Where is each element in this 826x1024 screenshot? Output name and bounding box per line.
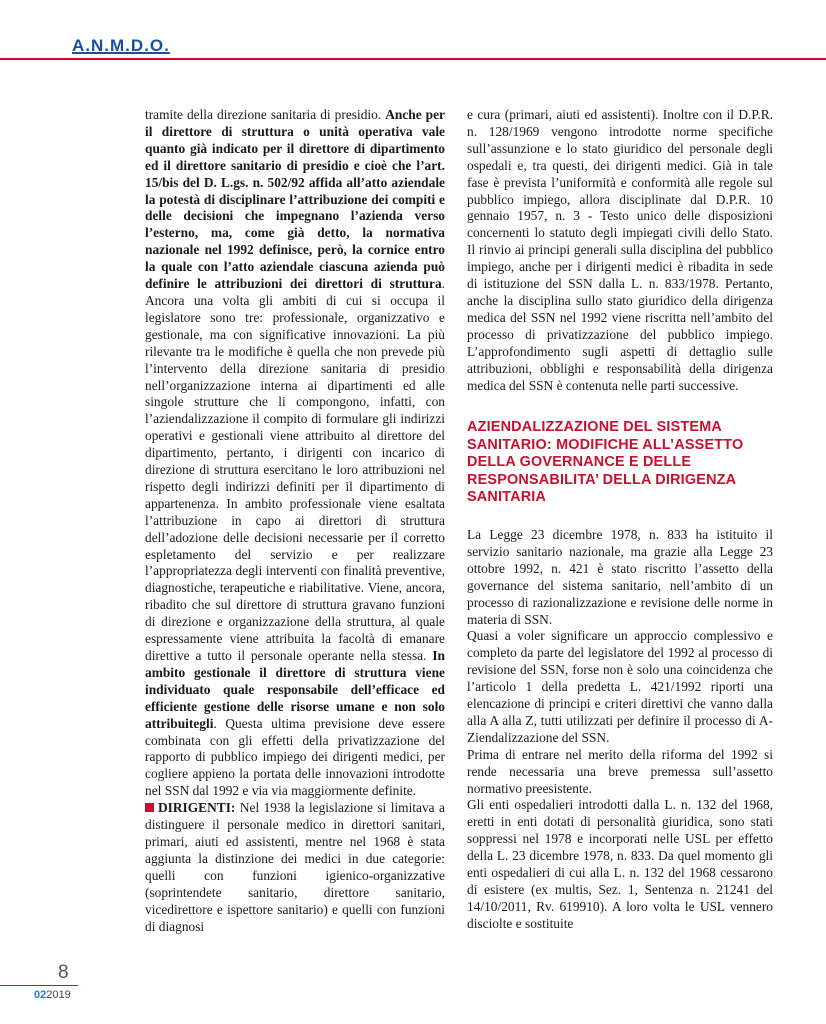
footer-divider <box>0 985 78 986</box>
issue-label <box>34 989 71 1001</box>
text-run: . Questa ultima previsione deve essere combinata con gli effetti della privatizzazione del rapporto di pubblico impiego dei dirigenti medici, per cogliere appieno la portata delle innovazioni introdotte nel SSN dal 1992 e via via maggiormente definite. <box>145 715 445 799</box>
issue-number: 02 <box>34 989 47 1001</box>
header-divider <box>0 58 826 60</box>
issue-year: 2019 <box>46 989 71 1001</box>
left-paragraph-1 <box>145 107 445 800</box>
section-heading: AZIENDALIZZAZIONE DEL SISTEMA SANITARIO: MODIFICHE ALL’ASSETTO DELLA GOVERNANCE E DELLE RESPONSABILITA’ DELLA DIRIGENZA SANITARIA <box>467 419 744 506</box>
left-column <box>145 107 445 935</box>
right-paragraph-5: Gli enti ospedalieri introdotti dalla L. n. 132 del 1968, eretti in enti dotati di personalità giuridica, sono stati soppressi nel 1978 e incorporati nelle USL per effetto della L. 23 dicembre 1978, n. 833. Da quel momento gli enti ospedalieri di cui alla L. n. 132 del 1968 cessarono di esistere (ex multis, Sez. 1, Sentenza n. 21241 del 14/10/2011, Rv. 619910). A loro volta le USL vennero disciolte e sostituite <box>467 797 773 931</box>
left-paragraph-2 <box>145 800 445 935</box>
text-run: tramite della direzione sanitaria di presidio. <box>145 107 386 122</box>
right-paragraph-4: Prima di entrare nel merito della riforma del 1992 si rende necessaria una breve premessa sull’assetto normativo preesistente. <box>467 746 773 796</box>
right-column <box>467 107 773 933</box>
right-paragraph-3: Quasi a voler significare un approccio complessivo e completo da parte del legislatore del 1992 al processo di revisione del SSN, forse non è solo una coincidenza che l’articolo 1 della predetta L. 421/1992 riporti una elencazione di principi e criteri direttivi che vanno dalla alla A alla Z, tutti utilizzati per definire il processo di A-Ziendalizzazione del SSN. <box>467 628 773 745</box>
journal-logo: A.N.M.D.O. <box>72 36 170 55</box>
page-number: 8 <box>58 962 69 983</box>
right-paragraph-1: e cura (primari, aiuti ed assistenti). Inoltre con il D.P.R. n. 128/1969 vengono introdotte norme specifiche sull’assunzione e lo stato giuridico del personale degli ospedali e, tra questi, dei dirigenti medici. Già in tale fase è prevista l’uniformità e conformità alle regole sul pubblico impiego, allora disciplinate dal D.P.R. 10 gennaio 1957, n. 3 - Testo unico delle disposizioni concernenti lo statuto degli impiegati civili dello Stato. Il rinvio ai principi generali sulla disciplina del pubblico impiego, anche per i dirigenti medici è ribadita in sede di istituzione del SSN dalla L. n. 833/1978. Pertanto, anche la disciplina sullo stato giuridico della dirigenza medica del SSN nel 1992 viene riscritta nell’ambito del processo di privatizzazione del pubblico impiego. L’approfondimento sugli aspetti di dettaglio sulle attribuzioni, obblighi e responsabilità della dirigenza medica del SSN è contenuta nelle parti successive. <box>467 107 773 393</box>
text-run: . Ancora una volta gli ambiti di cui si occupa il legislatore sono tre: professionale, organizzativo e gestionale, ma con significative innovazioni. La più rilevante tra le modifiche è quella che non prevede più l’intervento della direzione sanitaria di presidio nell’organizzazione interna ai dipartimenti ed alle singole strutture che li compongono, infatti, con l’aziendalizzazione il compito di formulare gli indirizzi operativi e gestionali viene attribuito al direttore del dipartimento, pertanto, i dirigenti con incarico di direzione di struttura esercitano le loro attribuzioni nel rispetto degli indirizzi definiti per il dipartimento di appartenenza. In ambito professionale viene esaltata l’attribuzione in capo ai direttori di struttura dell’adozione delle decisioni necessarie per il corretto espletamento del servizio e per realizzare l’appropriatezza degli interventi con finalità preventive, diagnostiche, terapeutiche e riabilitative. Viene, ancora, ribadito che sul direttore di struttura gravano funzioni di direzione e organizzazione della struttura, al quale espressamente viene attribuita la facoltà di emanare direttive a tutto il personale operante nella stessa. <box>145 276 445 663</box>
bold-text-run: Anche per il direttore di struttura o unità operativa vale quanto già indicato per il direttore di dipartimento ed il direttore sanitario di presidio e cioè che l’art. 15/bis del D. L.gs. n. 502/92 affida all’atto aziendale la potestà di disciplinare l’attribuzione dei compiti e delle decisioni che impegnano l’azienda verso l’esterno, ma, come già detto, la normativa nazionale nel 1992 definisce, però, la cornice entro la quale con l’atto aziendale ciascuna azienda può definire le attribuzioni dei direttori di struttura <box>145 107 445 292</box>
bullet-square-icon <box>145 803 154 812</box>
text-run: Nel 1938 la legislazione si limitava a distinguere il personale medico in direttori sanitari, primari, aiuti ed assistenti, mentre nel 1968 è stata aggiunta la distinzione dei medici in due categorie: quelli con funzioni igienico-organizzative (soprintendete sanitario, direttore sanitario, vicedirettore e ispettore sanitario) e quelli con funzioni di diagnosi <box>145 800 445 934</box>
section-label: DIRIGENTI: <box>158 800 236 816</box>
bold-text-run: In ambito gestionale il direttore di struttura viene individuato quale responsabile dell’efficace ed efficiente gestione delle risorse umane e non solo attribuitegli <box>145 648 445 731</box>
right-paragraph-2: La Legge 23 dicembre 1978, n. 833 ha istituito il servizio sanitario nazionale, ma grazie alla Legge 23 ottobre 1992, n. 421 è stato riscritto l’assetto della governance del sistema sanitario, nell’ambito di un processo di razionalizzazione e revisione delle norme in materia di SSN. <box>467 526 773 627</box>
